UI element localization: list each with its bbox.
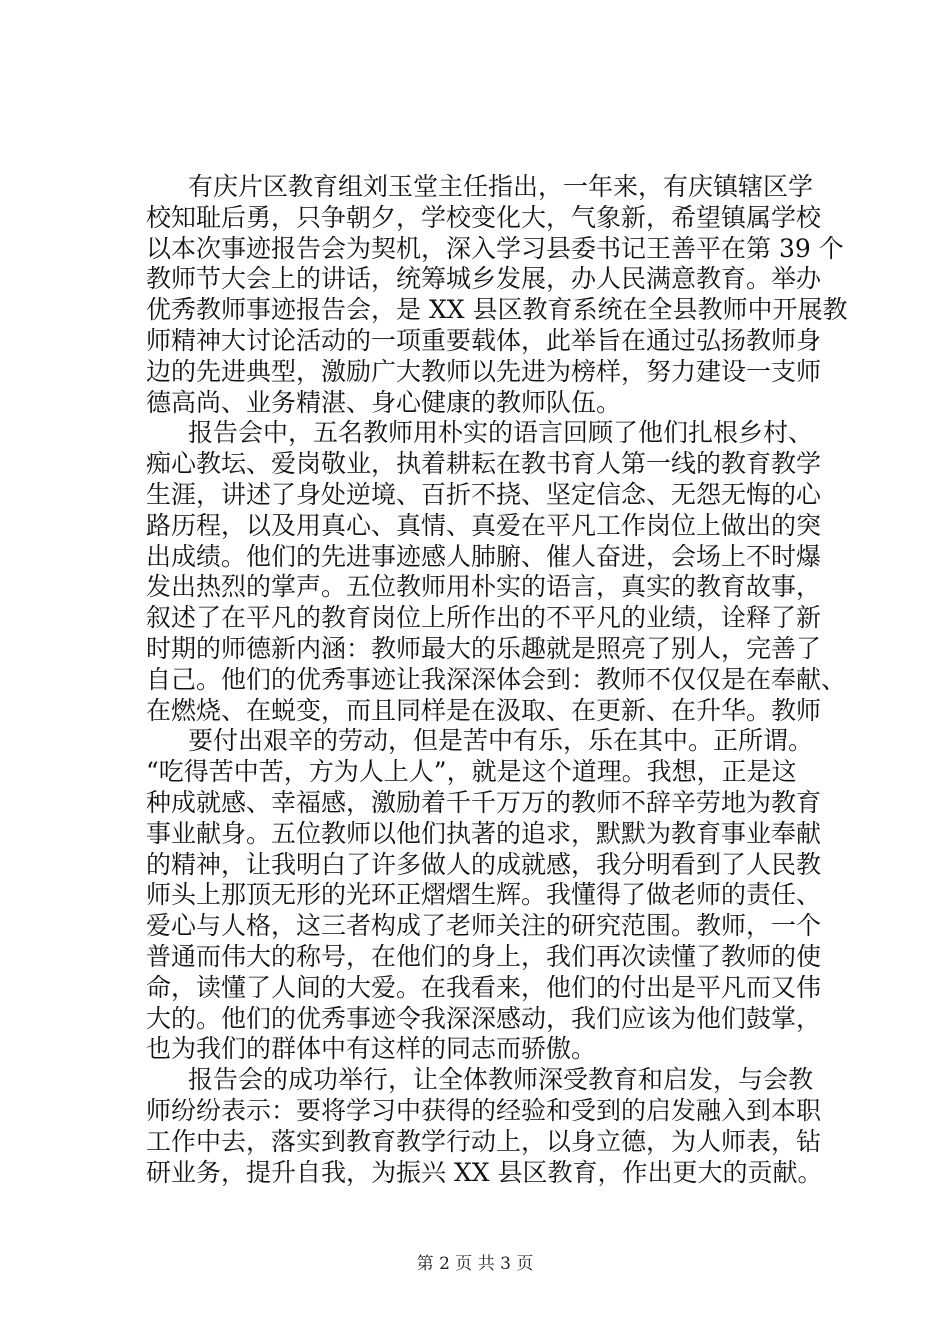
- text-line: 自己。他们的优秀事迹让我深深体会到：教师不仅仅是在奉献、: [146, 664, 847, 694]
- text-line: 路历程，以及用真心、真情、真爱在平凡工作岗位上做出的突: [146, 510, 822, 540]
- text-line: 在燃烧、在蜕变，而且同样是在汲取、在更新、在升华。教师: [146, 695, 822, 725]
- text-line: 出成绩。他们的先进事迹感人肺腑、催人奋进，会场上不时爆: [146, 541, 822, 571]
- text-line: 时期的师德新内涵：教师最大的乐趣就是照亮了别人，完善了: [146, 633, 822, 663]
- text-line: 师纷纷表示：要将学习中获得的经验和受到的启发融入到本职: [146, 1095, 822, 1125]
- text-line: “吃得苦中苦，方为人上人”，就是这个道理。我想，正是这: [146, 757, 797, 787]
- text-line: 种成就感、幸福感，激励着千千万万的教师不辞辛劳地为教育: [146, 787, 822, 817]
- text-line: 叙述了在平凡的教育岗位上所作出的不平凡的业绩，诠释了新: [146, 603, 822, 633]
- text-line: 以本次事迹报告会为契机，深入学习县委书记王善平在第 39 个: [146, 233, 844, 263]
- text-line: 师精神大讨论活动的一项重要载体，此举旨在通过弘扬教师身: [146, 325, 822, 355]
- text-line: 工作中去，落实到教育教学行动上，以身立德，为人师表，钻: [146, 1126, 822, 1156]
- text-line: 德高尚、业务精湛、身心健康的教师队伍。: [146, 387, 622, 417]
- text-line: 有庆片区教育组刘玉堂主任指出，一年来，有庆镇辖区学: [188, 172, 814, 201]
- text-line: 教师节大会上的讲话，统筹城乡发展，办人民满意教育。举办: [146, 264, 822, 294]
- text-line: 发出热烈的掌声。五位教师用朴实的语言，真实的教育故事，: [146, 572, 822, 602]
- text-line: 报告会的成功举行，让全体教师深受教育和启发，与会教: [188, 1065, 814, 1095]
- text-line: 的精神，让我明白了许多做人的成就感，我分明看到了人民教: [146, 849, 822, 879]
- text-line: 大的。他们的优秀事迹令我深深感动，我们应该为他们鼓掌，: [146, 1003, 822, 1033]
- text-line: 命，读懂了人间的大爱。在我看来，他们的付出是平凡而又伟: [146, 972, 822, 1002]
- text-line: 痴心教坛、爱岗敬业，执着耕耘在教书育人第一线的教育教学: [146, 449, 822, 479]
- text-line: 报告会中，五名教师用朴实的语言回顾了他们扎根乡村、: [188, 418, 814, 448]
- page-number-footer: 第 2 页 共 3 页: [416, 1254, 534, 1274]
- text-line: 校知耻后勇，只争朝夕，学校变化大，气象新，希望镇属学校: [146, 202, 822, 232]
- text-line: 也为我们的群体中有这样的同志而骄傲。: [146, 1034, 597, 1064]
- text-line: 边的先进典型，激励广大教师以先进为榜样，努力建设一支师: [146, 356, 822, 386]
- document-body: [146, 172, 848, 1188]
- text-line: 优秀教师事迹报告会，是 XX 县区教育系统在全县教师中开展教: [146, 295, 848, 325]
- text-line: 要付出艰辛的劳动，但是苦中有乐，乐在其中。正所谓。: [188, 726, 814, 756]
- text-line: 普通而伟大的称号，在他们的身上，我们再次读懂了教师的使: [146, 941, 822, 971]
- text-line: 爱心与人格，这三者构成了老师关注的研究范围。教师，一个: [146, 911, 822, 941]
- text-line: 事业献身。五位教师以他们执著的追求，默默为教育事业奉献: [146, 818, 822, 848]
- text-line: 生涯，讲述了身处逆境、百折不挠、坚定信念、无怨无悔的心: [146, 479, 822, 509]
- text-line: 研业务，提升自我，为振兴 XX 县区教育，作出更大的贡献。: [146, 1157, 823, 1187]
- text-line: 师头上那顶无形的光环正熠熠生辉。我懂得了做老师的责任、: [146, 880, 822, 910]
